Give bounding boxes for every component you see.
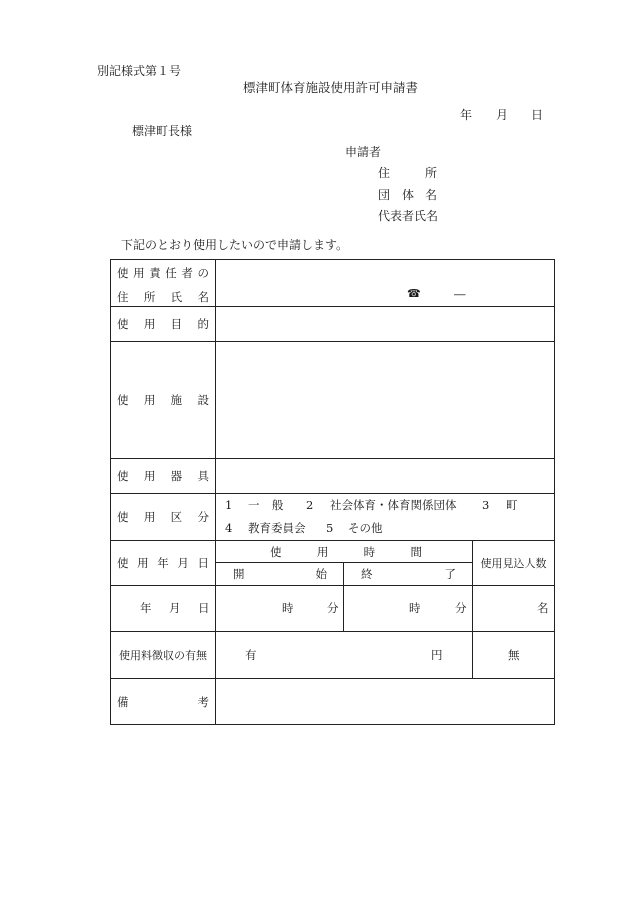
addressee: 標津町長様 [132,124,193,138]
people-unit: 名 [537,601,549,615]
document-title: 標津町体育施設使用許可申請書 [243,80,419,95]
row-responsible-person [111,260,555,307]
option-label: 町 [506,498,518,512]
label-char: 考 [197,694,209,709]
label-char: 使 [270,544,282,559]
label-char: 的 [197,317,209,331]
label-char: 用 [316,544,329,559]
applicant-group-c: 名 [425,188,438,202]
label-char: 氏 [170,290,183,304]
row-fee [111,632,555,679]
label-equipment [111,459,216,494]
row-usage-time-header [111,541,555,563]
label-char: 月 [177,556,189,570]
row-equipment [111,459,555,494]
label-char: 年 [157,556,169,570]
label-fee: 使用料徴収の有無 [111,632,216,679]
minute-unit: 分 [455,601,467,615]
label-char: 用 [143,393,156,407]
label-start [216,563,344,586]
minute-unit: 分 [327,601,339,615]
remarks-field[interactable] [216,679,555,725]
date-entry-field[interactable] [111,586,216,632]
label-expected-people: 使用見込人数 [473,541,555,586]
label-char: 使 [117,469,129,483]
label-char: 任 [165,266,177,280]
date-day-label: 日 [531,108,544,122]
label-char: 器 [170,469,183,483]
label-char: 具 [197,469,209,483]
end-time-field[interactable] [344,586,473,632]
label-char: 日 [197,556,209,570]
label-char: 施 [170,393,183,407]
option-label: 社会体育・体育関係団体 [330,498,457,512]
label-char: 者 [181,266,193,280]
application-form-table [110,259,555,725]
option-number: 2 [306,498,314,512]
label-char: 責 [149,266,161,280]
label-char: 用 [143,317,156,331]
label-char: 使 [117,510,129,524]
year-unit: 年 [140,601,152,615]
label-char: 始 [315,567,327,581]
label-char: 区 [170,510,183,524]
applicant-group-b: 体 [402,188,415,202]
fee-yes-label: 有 [245,648,257,662]
label-char: 目 [170,317,183,331]
date-month-label: 月 [496,108,509,122]
hour-unit: 時 [282,601,294,615]
label-char: 用 [143,510,156,524]
month-unit: 月 [169,601,181,615]
responsible-person-field[interactable] [216,260,555,307]
fee-no-label: 無 [508,648,520,662]
applicant-address-b: 所 [425,166,438,180]
label-responsible-person [111,260,216,307]
label-category [111,494,216,541]
category-options [216,494,555,541]
label-char: 使 [117,266,129,280]
row-category [111,494,555,541]
form-number: 別記様式第１号 [97,64,182,78]
option-number: 4 [225,521,233,535]
option-label-part: 一 [248,498,260,512]
equipment-field[interactable] [216,459,555,494]
label-char: 用 [137,556,149,570]
label-char: 開 [233,567,245,581]
label-char: 住 [117,290,129,304]
label-char: 備 [117,694,129,709]
label-char: 所 [143,290,156,304]
day-unit: 日 [198,601,210,615]
label-char: 使 [117,317,129,331]
label-char: 設 [197,393,209,407]
row-remarks [111,679,555,725]
label-char: 用 [133,266,145,280]
fee-amount-field[interactable] [216,632,473,679]
label-usage-time [216,541,473,563]
label-char: 時 [363,544,376,559]
option-number: 3 [482,498,490,512]
purpose-field[interactable] [216,307,555,342]
option-label-part: 般 [272,498,284,512]
option-number: 1 [225,498,233,512]
label-char: 分 [197,510,209,524]
label-remarks [111,679,216,725]
label-char: 用 [143,469,156,483]
label-facility [111,342,216,459]
phone-icon: ☎ [407,287,421,300]
facility-field[interactable] [216,342,555,459]
label-char: 了 [444,567,456,581]
label-end [344,563,473,586]
option-number: 5 [326,521,334,535]
applicant-address-a: 住 [378,166,391,180]
applicant-heading: 申請者 [345,145,382,159]
intro-text: 下記のとおり使用したいので申請します。 [121,238,349,252]
label-char: の [197,266,209,280]
option-label: その他 [348,521,383,535]
label-char: 名 [197,290,209,304]
date-year-label: 年 [460,108,473,122]
row-date-time-entry [111,586,555,632]
row-purpose [111,307,555,342]
label-char: 間 [410,544,422,559]
phone-dash: ― [454,287,466,301]
label-purpose [111,307,216,342]
label-char: 使 [117,556,129,570]
row-facility [111,342,555,459]
label-usage-date [111,541,216,586]
applicant-representative: 代表者氏名 [378,209,439,223]
hour-unit: 時 [409,601,421,615]
fee-yen-unit: 円 [431,648,443,662]
applicant-group-a: 団 [378,188,391,202]
fee-none-field[interactable] [473,632,555,679]
start-time-field[interactable] [216,586,344,632]
option-label: 教育委員会 [248,521,306,535]
expected-people-field[interactable] [473,586,555,632]
label-char: 使 [117,393,129,407]
label-char: 終 [361,567,373,581]
